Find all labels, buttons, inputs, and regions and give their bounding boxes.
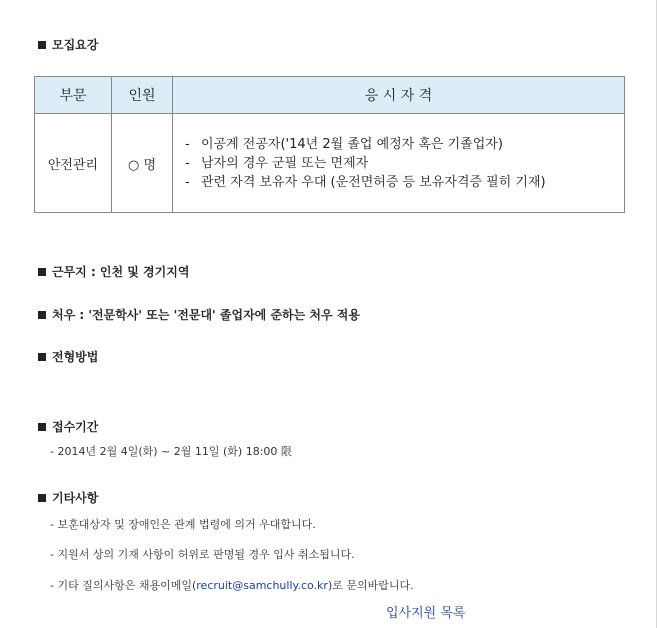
recruit-table xyxy=(34,76,625,213)
header-count: 인원 xyxy=(112,77,173,114)
treatment-text: 처우 : '전문학사' 또는 '전문대' 졸업자에 준하는 처우 적용 xyxy=(52,308,360,322)
etc-heading-text: 기타사항 xyxy=(52,491,99,505)
qualification-text: 이공계 전공자('14년 2월 졸업 예정자 혹은 기졸업자) xyxy=(201,136,503,152)
table-header-row xyxy=(35,77,625,114)
square-bullet-icon xyxy=(38,311,46,319)
etc-heading xyxy=(38,489,98,506)
etc-line-2: - 지원서 상의 기재 사항이 허위로 판명될 경우 입사 취소됩니다. xyxy=(50,548,355,561)
table-row xyxy=(35,114,625,213)
etc-line-3 xyxy=(50,577,414,593)
list-item: - 남자의 경우 군필 또는 면제자 xyxy=(185,155,369,171)
cell-count: ○ 명 xyxy=(112,114,173,213)
qualification-text: 남자의 경우 군필 또는 면제자 xyxy=(201,155,369,171)
list-item: - 관련 자격 보유자 우대 (운전면허증 등 보유자격증 필히 기재) xyxy=(185,174,546,190)
selection-heading xyxy=(38,348,98,365)
square-bullet-icon xyxy=(38,41,46,49)
qualification-text: 관련 자격 보유자 우대 (운전면허증 등 보유자격증 필히 기재) xyxy=(201,174,546,190)
cell-qualifications xyxy=(173,114,625,213)
selection-text: 전형방법 xyxy=(52,350,99,364)
list-link[interactable]: 목록 xyxy=(440,606,466,621)
square-bullet-icon xyxy=(38,353,46,361)
square-bullet-icon xyxy=(38,423,46,431)
etc-line-1: - 보훈대상자 및 장애인은 관계 법령에 의거 우대합니다. xyxy=(50,518,316,531)
period-text: - 2014년 2월 4일(화) ~ 2월 11일 (화) 18:00 限 xyxy=(50,445,292,458)
etc-line-3-prefix: - 기타 질의사항은 채용이메일( xyxy=(50,579,197,592)
list-item: - 이공계 전공자('14년 2월 졸업 예정자 혹은 기졸업자) xyxy=(185,136,503,152)
bottom-links xyxy=(386,602,466,621)
workplace-heading xyxy=(38,263,189,280)
workplace-text: 근무지 : 인천 및 경기지역 xyxy=(52,265,190,279)
qualification-list xyxy=(185,135,623,192)
period-heading-text: 접수기간 xyxy=(52,420,99,434)
etc-line-3-suffix: )로 문의바랍니다. xyxy=(327,579,414,592)
treatment-heading xyxy=(38,306,360,323)
apply-link[interactable]: 입사지원 xyxy=(386,606,437,621)
recruit-email-link[interactable]: recruit@samchully.co.kr xyxy=(196,579,328,592)
recruit-heading xyxy=(38,36,98,53)
cell-dept: 안전관리 xyxy=(35,114,112,213)
square-bullet-icon xyxy=(38,268,46,276)
period-heading xyxy=(38,418,98,435)
recruit-heading-text: 모집요강 xyxy=(52,38,99,52)
header-qualification: 응 시 자 격 xyxy=(173,77,625,114)
header-dept: 부문 xyxy=(35,77,112,114)
square-bullet-icon xyxy=(38,494,46,502)
